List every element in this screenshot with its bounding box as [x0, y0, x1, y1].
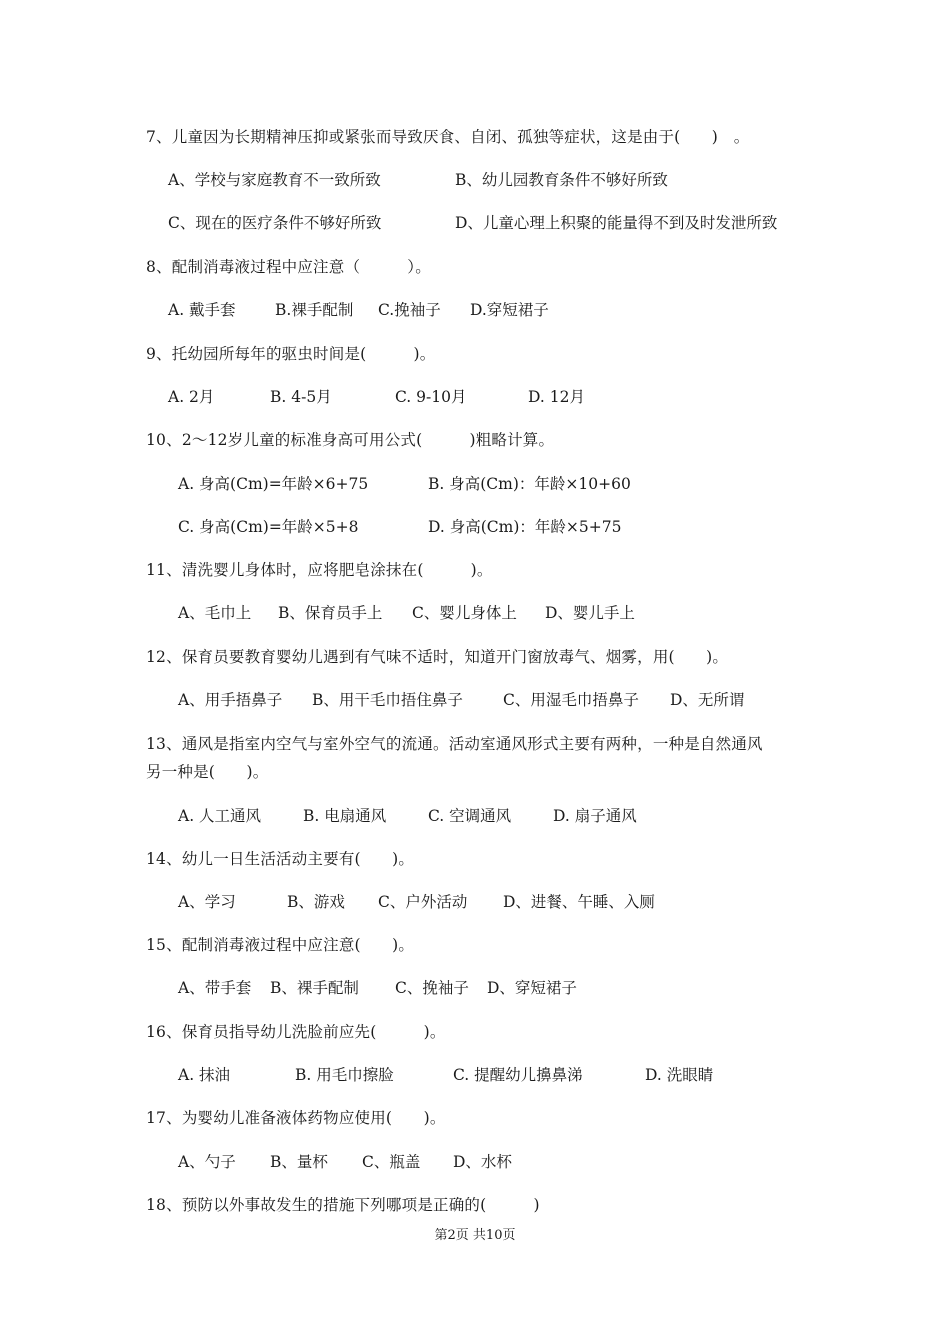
question-9-stem: 9、托幼园所每年的驱虫时间是( )。: [146, 345, 436, 363]
question-13-option-d: D. 扇子通风: [553, 807, 637, 825]
question-10-option-d: D. 身高(Cm)：年龄×5+75: [428, 518, 622, 536]
question-11-option-c: C、婴儿身体上: [412, 604, 517, 622]
question-13-option-a: A. 人工通风: [178, 807, 262, 825]
question-15-option-a: A、带手套: [178, 979, 252, 997]
question-12-option-c: C、用湿毛巾捂鼻子: [503, 691, 639, 709]
question-16-stem: 16、保育员指导幼儿洗脸前应先( )。: [146, 1023, 446, 1041]
question-13-stem: 13、通风是指室内空气与室外空气的流通。活动室通风形式主要有两种，一种是自然通风: [146, 735, 763, 753]
question-14-stem: 14、幼儿一日生活活动主要有( )。: [146, 850, 415, 868]
question-11-stem: 11、清洗婴儿身体时，应将肥皂涂抹在( )。: [146, 561, 493, 579]
question-16-option-c: C. 提醒幼儿擤鼻涕: [453, 1066, 583, 1084]
question-10-option-b: B. 身高(Cm)：年龄×10+60: [428, 475, 631, 493]
question-7-option-d: D、儿童心理上积聚的能量得不到及时发泄所致: [455, 214, 778, 232]
question-14-option-d: D、进餐、午睡、入厕: [503, 893, 655, 911]
question-7-stem: 7、儿童因为长期精神压抑或紧张而导致厌食、自闭、孤独等症状，这是由于( ) 。: [146, 128, 750, 146]
question-9-option-b: B. 4-5月: [270, 388, 332, 406]
question-12-stem: 12、保育员要教育婴幼儿遇到有气味不适时，知道开门窗放毒气、烟雾，用( )。: [146, 648, 729, 666]
question-10-option-c: C. 身高(Cm)=年龄×5+8: [178, 518, 359, 536]
question-8-option-b: B.裸手配制: [275, 301, 354, 319]
question-8-stem: 8、配制消毒液过程中应注意（ ）。: [146, 258, 431, 276]
question-12-option-b: B、用干毛巾捂住鼻子: [312, 691, 463, 709]
question-15-option-c: C、挽袖子: [395, 979, 469, 997]
question-17-option-c: C、瓶盖: [362, 1153, 421, 1171]
question-9-option-c: C. 9-10月: [395, 388, 467, 406]
question-15-stem: 15、配制消毒液过程中应注意( )。: [146, 936, 415, 954]
question-15-option-d: D、穿短裙子: [487, 979, 577, 997]
question-11-option-a: A、毛巾上: [178, 604, 252, 622]
question-13-option-b: B. 电扇通风: [303, 807, 387, 825]
question-7-option-b: B、幼儿园教育条件不够好所致: [455, 171, 668, 189]
question-17-option-a: A、勺子: [178, 1153, 236, 1171]
question-17-option-d: D、水杯: [453, 1153, 512, 1171]
question-15-option-b: B、裸手配制: [270, 979, 359, 997]
question-13-option-c: C. 空调通风: [428, 807, 512, 825]
question-18-stem: 18、预防以外事故发生的措施下列哪项是正确的( ): [146, 1196, 540, 1214]
question-11-option-d: D、婴儿手上: [545, 604, 635, 622]
question-8-option-d: D.穿短裙子: [470, 301, 549, 319]
question-14-option-a: A、学习: [178, 893, 236, 911]
page-footer: 第2页 共10页: [434, 1228, 516, 1243]
question-7-option-a: A、学校与家庭教育不一致所致: [168, 171, 381, 189]
question-17-option-b: B、量杯: [270, 1153, 328, 1171]
question-8-option-a: A. 戴手套: [168, 301, 236, 319]
question-12-option-d: D、无所谓: [670, 691, 745, 709]
question-9-option-a: A. 2月: [168, 388, 215, 406]
question-7-option-c: C、现在的医疗条件不够好所致: [168, 214, 382, 232]
question-16-option-d: D. 洗眼睛: [645, 1066, 714, 1084]
question-17-stem: 17、为婴幼儿准备液体药物应使用( )。: [146, 1109, 446, 1127]
question-10-stem: 10、2～12岁儿童的标准身高可用公式( )粗略计算。: [146, 431, 555, 449]
question-14-option-b: B、游戏: [287, 893, 345, 911]
question-13-stem-line2: 另一种是( )。: [146, 763, 269, 781]
question-16-option-b: B. 用毛巾擦脸: [295, 1066, 394, 1084]
question-8-option-c: C.挽袖子: [378, 301, 441, 319]
question-16-option-a: A. 抹油: [178, 1066, 231, 1084]
question-10-option-a: A. 身高(Cm)=年龄×6+75: [178, 475, 369, 493]
question-14-option-c: C、户外活动: [378, 893, 468, 911]
question-9-option-d: D. 12月: [528, 388, 585, 406]
question-12-option-a: A、用手捂鼻子: [178, 691, 283, 709]
question-11-option-b: B、保育员手上: [278, 604, 383, 622]
